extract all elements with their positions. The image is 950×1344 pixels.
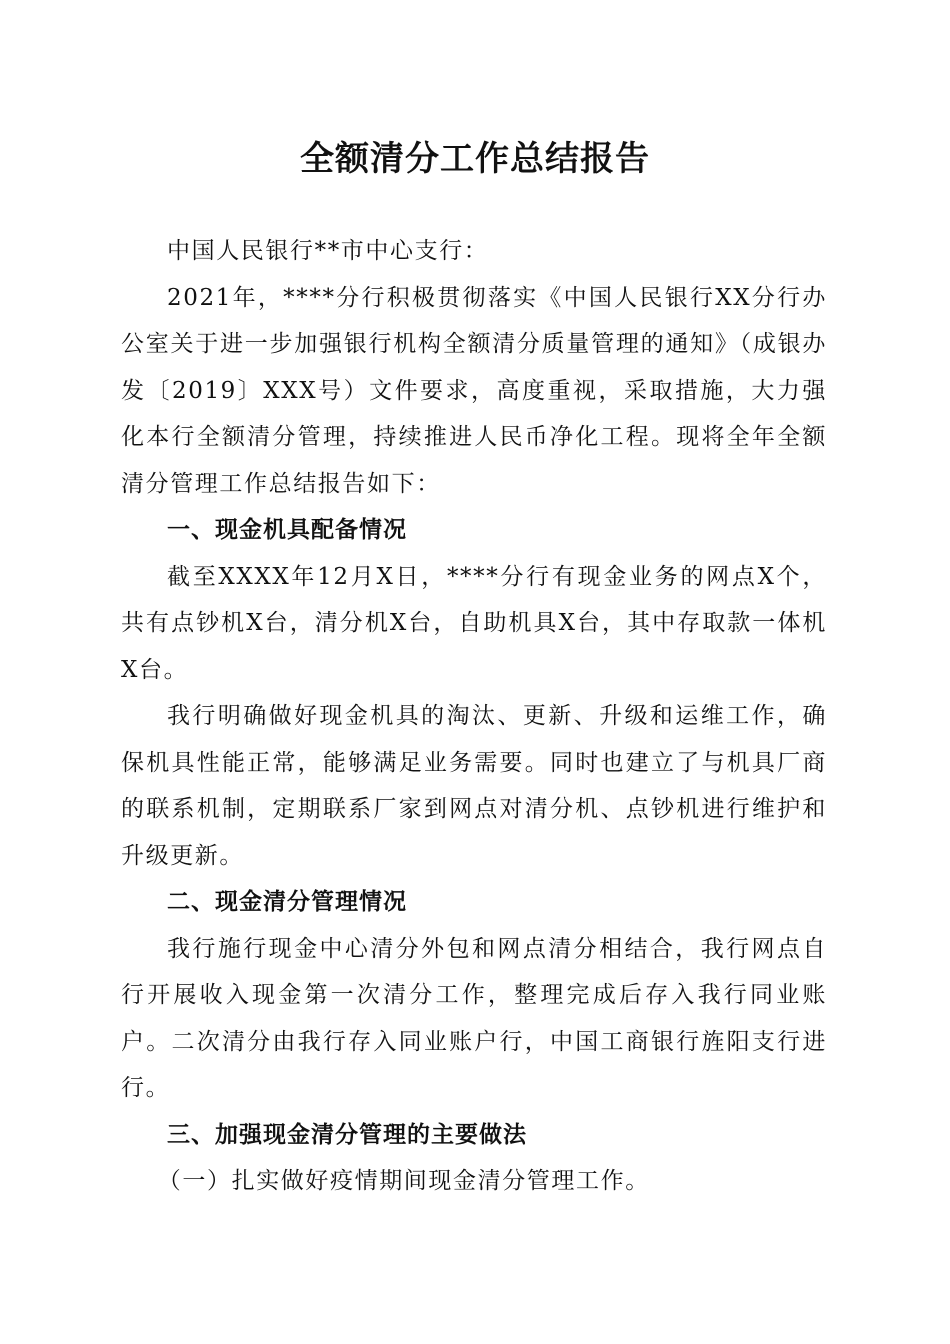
document-body xyxy=(121,228,827,1205)
intro-paragraph: 2021年，****分行积极贯彻落实《中国人民银行XX分行办公室关于进一步加强银行机构全额清分质量管理的通知》（成银办发〔2019〕XXX号）文件要求，高度重视，采取措施，大力强化本行全额清分管理，持续推进人民币净化工程。现将全年全额清分管理工作总结报告如下： xyxy=(121,284,827,497)
section1-paragraph-1: 截至XXXX年12月X日，****分行有现金业务的网点X个，共有点钞机X台，清分机X台，自助机具X台，其中存取款一体机X台。 xyxy=(121,563,827,683)
document-title: 全额清分工作总结报告 xyxy=(300,139,650,179)
section3-subheading-1: （一）扎实做好疫情期间现金清分管理工作。 xyxy=(157,1168,650,1194)
section-heading-2: 二、现金清分管理情况 xyxy=(167,889,407,915)
section-heading-3: 三、加强现金清分管理的主要做法 xyxy=(167,1121,527,1148)
salutation: 中国人民银行**市中心支行： xyxy=(167,238,489,264)
section1-paragraph-2: 我行明确做好现金机具的淘汰、更新、升级和运维工作，确保机具性能正常，能够满足业务需要。同时也建立了与机具厂商的联系机制，定期联系厂家到网点对清分机、点钞机进行维护和升级更新。 xyxy=(121,703,827,869)
section2-paragraph-1: 我行施行现金中心清分外包和网点清分相结合，我行网点自行开展收入现金第一次清分工作，整理完成后存入我行同业账户。二次清分由我行存入同业账户行，中国工商银行旌阳支行进行。 xyxy=(121,935,827,1101)
section-heading-1: 一、现金机具配备情况 xyxy=(167,517,407,543)
